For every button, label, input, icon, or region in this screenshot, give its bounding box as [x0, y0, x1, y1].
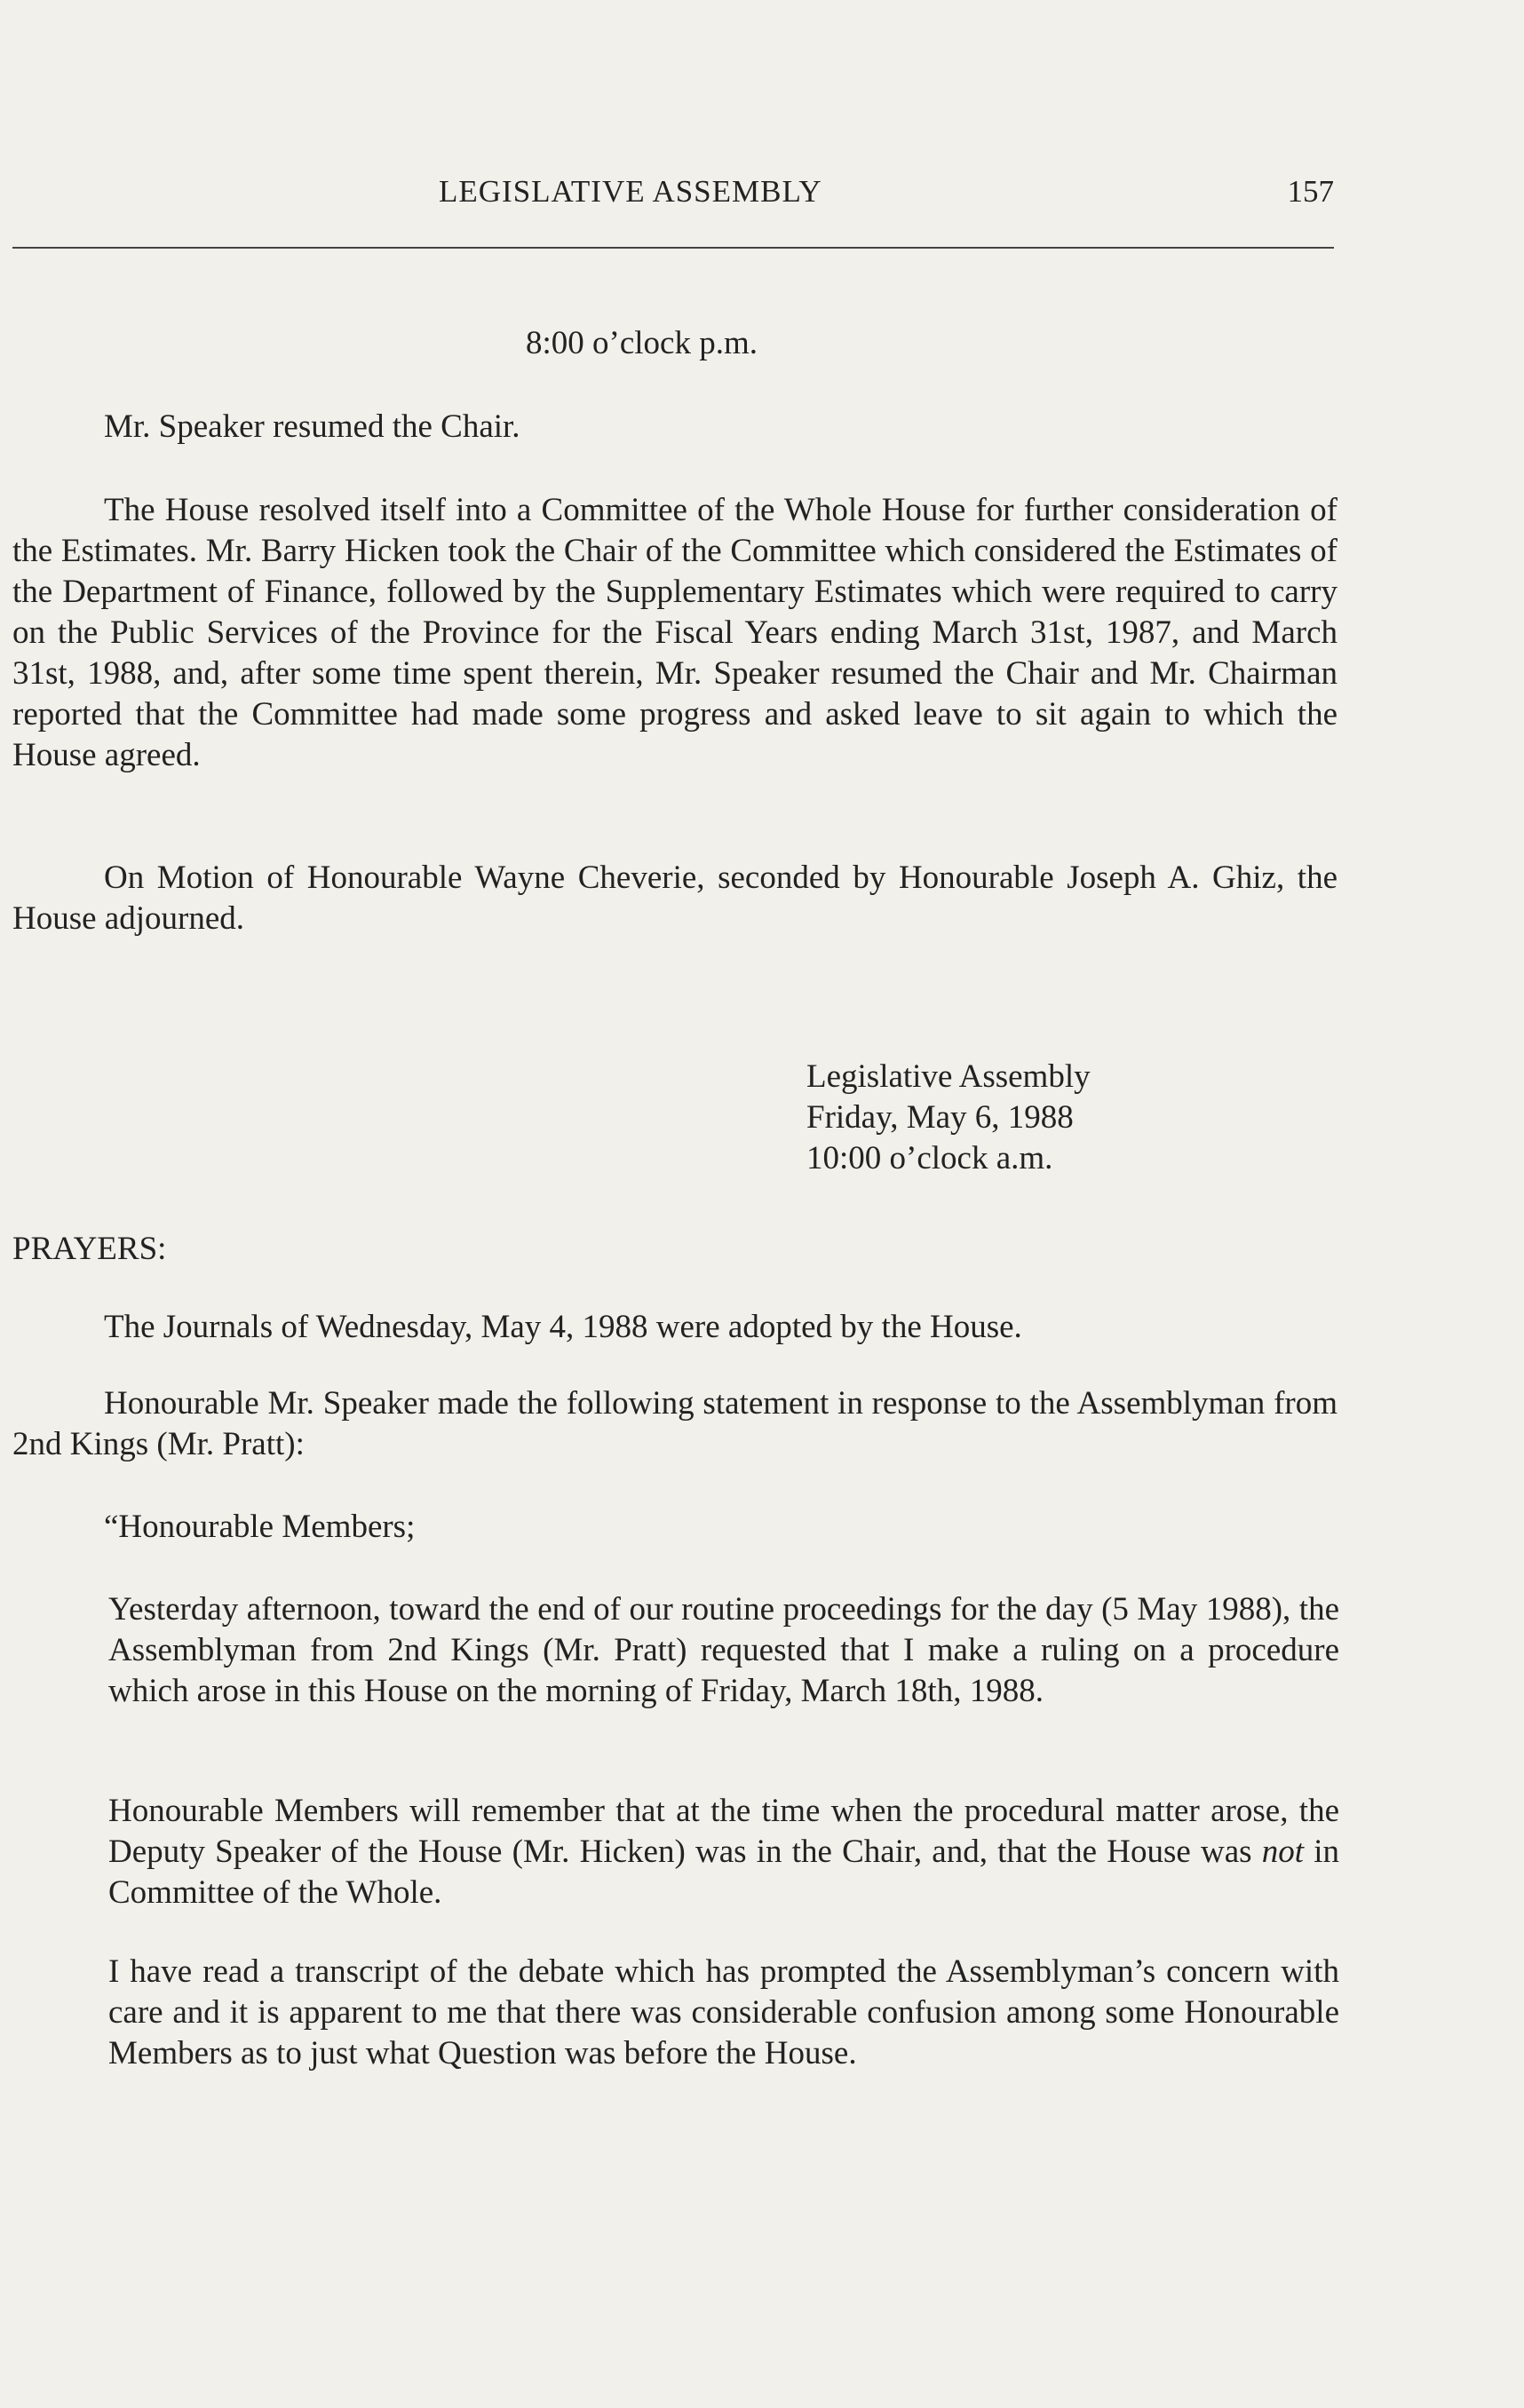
committee-paragraph: The House resolved itself into a Committee of the Whole House for further consideration of the Estimates. Mr. Barry Hicken took the Chair of the Committee which considered the Estimates of the Department of Finance, followed by the Supplementary Estimates which were required to carry on the Public Services of the Province for the Fiscal Years ending March 31st, 1987, and March 31st, 1988, and, after some time spent therein, Mr. Speaker resumed the Chair and Mr. Chairman reported that the Committee had made some progress and asked leave to sit again to which the House agreed.	[12, 492, 1337, 773]
page-number: 157	[1287, 174, 1334, 209]
sitting-body: Legislative Assembly	[806, 1058, 1091, 1095]
statement-paragraph-2	[108, 1791, 1339, 1913]
statement-paragraph-1: Yesterday afternoon, toward the end of our routine proceedings for the day (5 May 1988), the Assemblyman from 2nd Kings (Mr. Pratt) requested that I make a ruling on a procedure which arose in this House on the morning of Friday, March 18th, 1988.	[108, 1591, 1339, 1709]
header-rule	[12, 247, 1334, 249]
sitting-dateline	[806, 1057, 1091, 1179]
sitting-date: Friday, May 6, 1988	[806, 1099, 1074, 1136]
sitting-time: 10:00 o’clock a.m.	[806, 1140, 1053, 1176]
statement-paragraph-3: I have read a transcript of the debate which has prompted the Assemblyman’s concern with care and it is apparent to me that there was considerable confusion among some Honourable Members as to just what Question was before the House.	[108, 1953, 1339, 2071]
emphasis-not: not	[1261, 1834, 1305, 1870]
page-header	[12, 174, 1334, 217]
journals-paragraph: The Journals of Wednesday, May 4, 1988 were adopted by the House.	[104, 1309, 1022, 1345]
statement-paragraph-2-text: Honourable Members will remember that at the time when the procedural matter arose, the Deputy Speaker of the House (Mr. Hicken) was in the Chair, and, that the House was	[108, 1793, 1339, 1870]
running-title: LEGISLATIVE ASSEMBLY	[439, 174, 822, 209]
statement-paragraph-2-end: in Committee of the Whole.	[108, 1834, 1339, 1911]
statement-intro-paragraph: Honourable Mr. Speaker made the following statement in response to the Assemblyman from 2nd Kings (Mr. Pratt):	[12, 1385, 1337, 1462]
prayers-heading: PRAYERS:	[12, 1231, 167, 1267]
evening-sitting-time: 8:00 o’clock p.m.	[526, 325, 758, 361]
statement-salutation: “Honourable Members;	[104, 1509, 416, 1545]
adjournment-paragraph: On Motion of Honourable Wayne Cheverie, seconded by Honourable Joseph A. Ghiz, the House adjourned.	[12, 859, 1337, 937]
speaker-resumed-line: Mr. Speaker resumed the Chair.	[104, 408, 520, 445]
